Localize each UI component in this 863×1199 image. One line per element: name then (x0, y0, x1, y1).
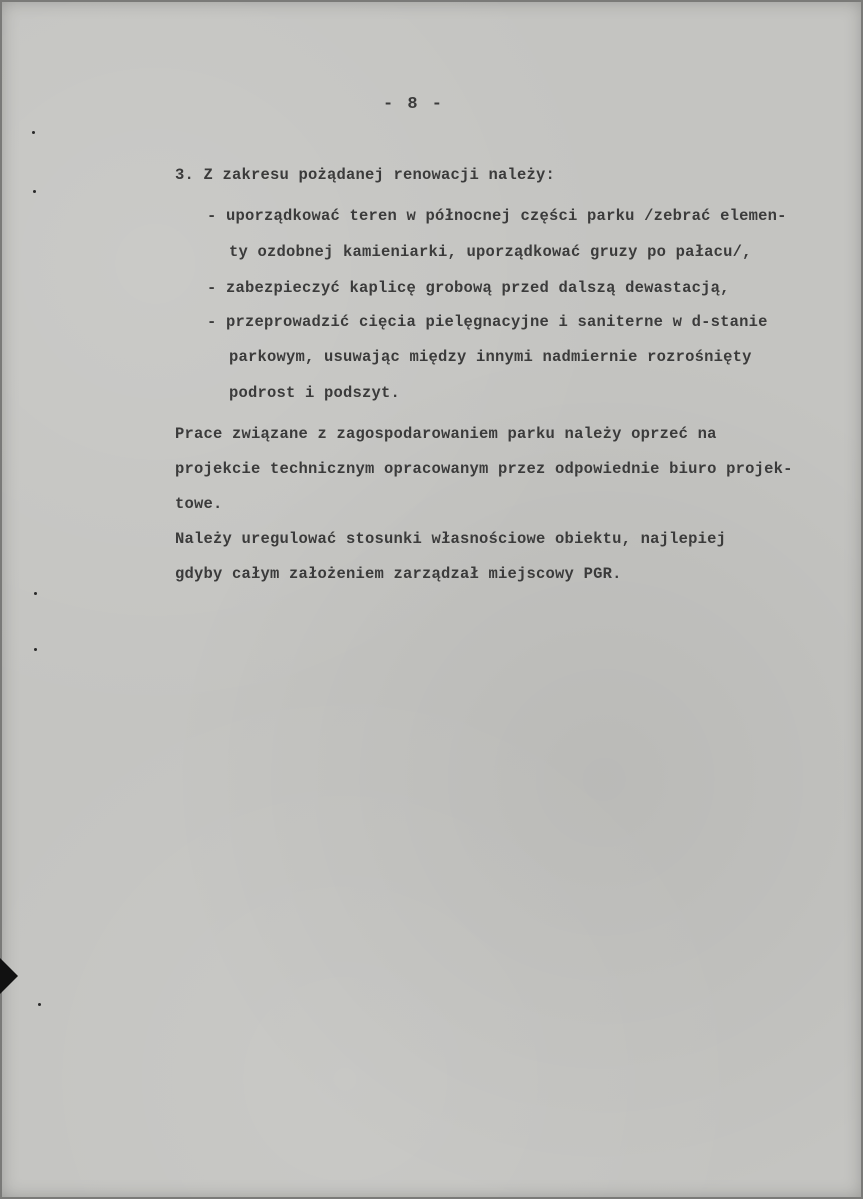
bullet-line: - przeprowadzić cięcia pielęgnacyjne i saniterne w d-stanie (207, 313, 768, 331)
margin-dot (34, 592, 37, 595)
margin-dot (34, 648, 37, 651)
paragraph-line: gdyby całym założeniem zarządzał miejscowy PGR. (175, 565, 622, 583)
bullet-line: ty ozdobnej kamieniarki, uporządkować gruzy po pałacu/, (229, 243, 752, 261)
binder-hole-mark (0, 958, 18, 994)
page-number: - 8 - (383, 95, 445, 114)
margin-dot (33, 190, 36, 193)
paragraph-line: towe. (175, 495, 223, 513)
margin-dot (38, 1003, 41, 1006)
paragraph-line: Należy uregulować stosunki własnościowe obiektu, najlepiej (175, 530, 727, 548)
bullet-line: parkowym, usuwając między innymi nadmiernie rozrośnięty (229, 348, 752, 366)
bullet-line: - uporządkować teren w północnej części parku /zebrać elemen- (207, 207, 787, 225)
paragraph-line: Prace związane z zagospodarowaniem parku należy oprzeć na (175, 425, 717, 443)
bullet-line: - zabezpieczyć kaplicę grobową przed dalszą dewastacją, (207, 279, 730, 297)
bullet-line: podrost i podszyt. (229, 384, 401, 402)
section-heading: 3. Z zakresu pożądanej renowacji należy: (175, 166, 556, 184)
paragraph-line: projekcie technicznym opracowanym przez odpowiednie biuro projek- (175, 460, 793, 478)
margin-dot (32, 131, 35, 134)
